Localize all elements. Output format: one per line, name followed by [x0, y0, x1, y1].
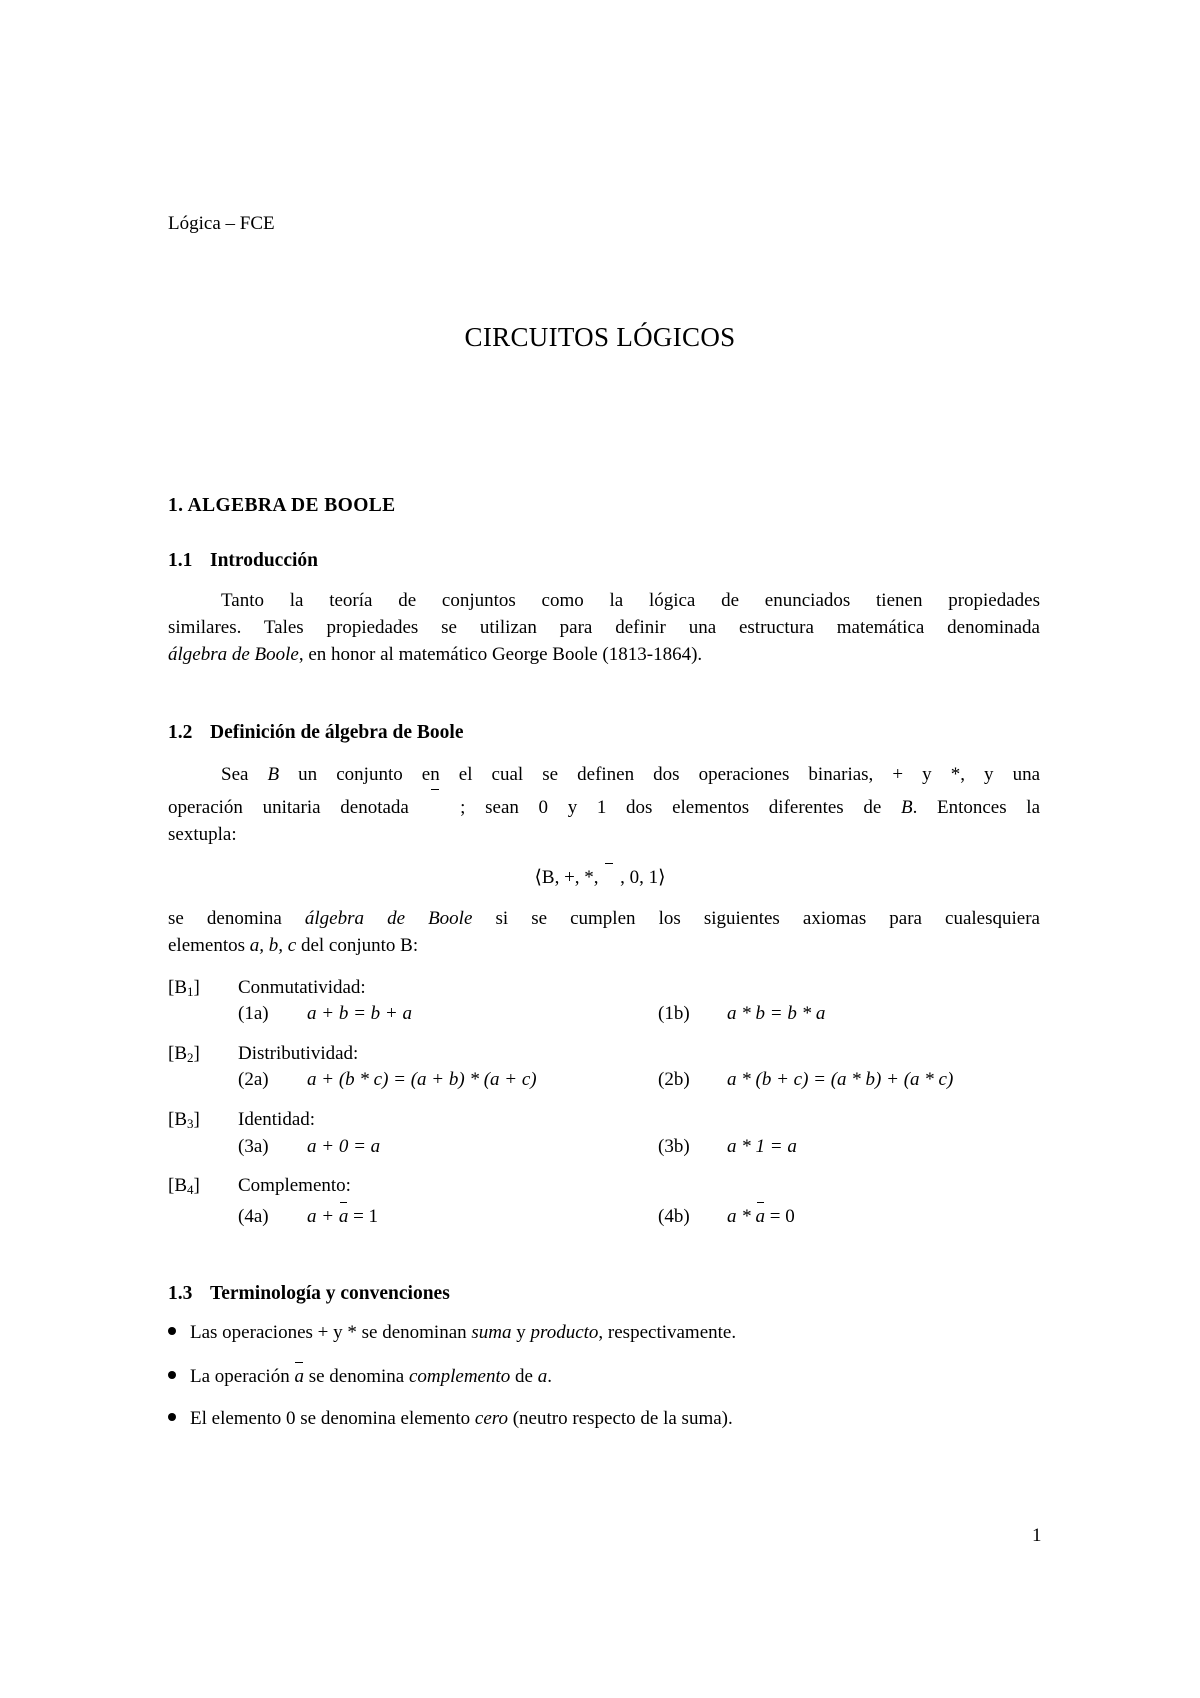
equation: a + (b * c) = (a + b) * (a + c) [307, 1069, 537, 1090]
axiom-subscript: 3 [187, 1116, 194, 1131]
text-run: del conjunto B: [296, 935, 419, 956]
axiom-tag-b1 [168, 977, 200, 1000]
running-header: Lógica – FCE [168, 213, 275, 234]
equation-part: a + 0 = [307, 1136, 371, 1157]
paragraph-line: Tanto la teoría de conjuntos como la lógica de enunciados tienen propiedades [221, 590, 1040, 611]
complement-symbol: a [294, 1366, 304, 1387]
paragraph-line [168, 792, 1040, 819]
equation-part: a * [727, 1206, 756, 1227]
equation [307, 1136, 380, 1158]
axiom-name: Complemento: [238, 1175, 351, 1196]
italic-term: cero [474, 1408, 508, 1429]
equation-part: a + [307, 1206, 339, 1227]
text-run: un conjunto en el cual se definen dos operaciones binarias, + y *, y una [279, 764, 1041, 785]
paragraph-line [168, 932, 1040, 959]
paragraph-line: sextupla: [168, 824, 237, 845]
bullet-item [168, 1408, 733, 1430]
axiom-tag-text: [B [168, 1109, 187, 1130]
equation: a + b = b + a [307, 1003, 412, 1024]
italic-vars: a, b, c [249, 935, 297, 956]
axiom-subscript: 2 [187, 1050, 194, 1065]
paragraph-line: similares. Tales propiedades se utilizan para definir una estructura matemática denominada [168, 617, 1040, 638]
bullet-icon [168, 1327, 176, 1335]
text-run: Las operaciones + y * se denominan [190, 1322, 472, 1343]
axiom-tag-text: ] [193, 1175, 200, 1196]
paragraph-line [168, 905, 1040, 932]
equation: a * b = b * a [727, 1003, 826, 1024]
bullet-icon [168, 1413, 176, 1421]
subsection-number: 1.2 [168, 722, 193, 743]
definition-paragraph-cont [168, 905, 1040, 959]
axiom-tag-b2 [168, 1043, 200, 1066]
equation-part: a [370, 1136, 381, 1157]
formula-part: , 0, 1⟩ [615, 867, 666, 888]
italic-term: álgebra de Boole [168, 644, 299, 665]
bullet-icon [168, 1371, 176, 1379]
axiom-tag-text: [B [168, 1175, 187, 1196]
sextuple-formula [0, 866, 1200, 889]
axiom-tag-text: [B [168, 977, 187, 998]
axiom-name: Identidad: [238, 1109, 316, 1130]
axiom-subscript: 1 [187, 984, 194, 999]
complement-symbol: a [755, 1206, 765, 1227]
equation-label: (1b) [658, 1003, 690, 1024]
text-run: , en honor al matemático George Boole (1813-1864). [298, 644, 703, 665]
text-run: (neutro respecto de la suma). [507, 1408, 733, 1429]
paragraph-line [168, 641, 1040, 668]
axiom-tag-text: ] [193, 977, 200, 998]
equation-label: (3a) [238, 1136, 269, 1157]
subsection-title: Terminología y convenciones [210, 1283, 450, 1304]
axiom-tag-text: ] [193, 1043, 200, 1064]
paragraph-line [168, 759, 1040, 792]
text-run: si se cumplen los siguientes axiomas para cualesquiera [472, 908, 1040, 929]
equation-part: = 0 [765, 1206, 795, 1227]
definition-paragraph [168, 759, 1040, 846]
axiom-name: Conmutatividad: [238, 977, 366, 998]
italic-term: complemento [408, 1366, 511, 1387]
bullet-item [168, 1366, 552, 1388]
equation-part: = 1 [348, 1206, 379, 1227]
equation [727, 1136, 797, 1158]
page-number: 1 [1032, 1525, 1042, 1546]
overline-symbol [603, 866, 615, 884]
text-run: se denomina [303, 1366, 409, 1387]
equation [307, 1206, 378, 1228]
axiom-tag-b3 [168, 1109, 200, 1132]
bullet-item [168, 1322, 736, 1344]
text-run: . Entonces la [912, 797, 1040, 818]
section-heading-1: 1. ALGEBRA DE BOOLE [168, 495, 396, 516]
document-title: CIRCUITOS LÓGICOS [464, 322, 736, 352]
axiom-tag-text: ] [193, 1109, 200, 1130]
equation-part: a * 1 = [727, 1136, 788, 1157]
text-run: de [510, 1366, 538, 1387]
italic-var: a [537, 1366, 548, 1387]
set-symbol: B [900, 797, 913, 818]
axiom-subscript: 4 [187, 1182, 194, 1197]
equation [727, 1206, 795, 1228]
complement-symbol: a [338, 1206, 349, 1227]
subsection-title: Definición de álgebra de Boole [210, 722, 464, 743]
italic-term: suma [471, 1322, 512, 1343]
italic-term: álgebra de Boole [304, 908, 473, 929]
axiom-tag-b4 [168, 1175, 200, 1198]
italic-term: producto [530, 1322, 599, 1343]
set-symbol: B [267, 764, 280, 785]
equation-label: (2b) [658, 1069, 690, 1090]
intro-paragraph [168, 587, 1040, 668]
subsection-number: 1.1 [168, 550, 193, 571]
equation-label: (1a) [238, 1003, 269, 1024]
subsection-heading-1-2 [168, 722, 463, 744]
text-run: y [511, 1322, 531, 1343]
text-run: . [547, 1366, 552, 1387]
equation: a * (b + c) = (a * b) + (a * c) [727, 1069, 954, 1090]
text-run: ; sean 0 y 1 dos elementos diferentes de [440, 797, 901, 818]
axiom-name: Distributividad: [238, 1043, 359, 1064]
subsection-heading-1-3 [168, 1283, 450, 1305]
subsection-number: 1.3 [168, 1283, 193, 1304]
equation-label: (4a) [238, 1206, 269, 1227]
overline-symbol [429, 792, 441, 810]
text-run: Sea [221, 764, 268, 785]
text-run: operación unitaria denotada [168, 797, 429, 818]
subsection-title: Introducción [210, 550, 318, 571]
text-run: , respectivamente. [598, 1322, 737, 1343]
axiom-tag-text: [B [168, 1043, 187, 1064]
text-run: El elemento 0 se denomina elemento [190, 1408, 475, 1429]
text-run: elementos [168, 935, 250, 956]
equation-part: a [787, 1136, 797, 1157]
text-run: La operación [190, 1366, 295, 1387]
equation-label: (4b) [658, 1206, 690, 1227]
text-run: se denomina [168, 908, 305, 929]
formula-part: ⟨B, +, *, [534, 867, 604, 888]
subsection-heading-1-1 [168, 550, 318, 572]
equation-label: (2a) [238, 1069, 269, 1090]
equation-label: (3b) [658, 1136, 690, 1157]
